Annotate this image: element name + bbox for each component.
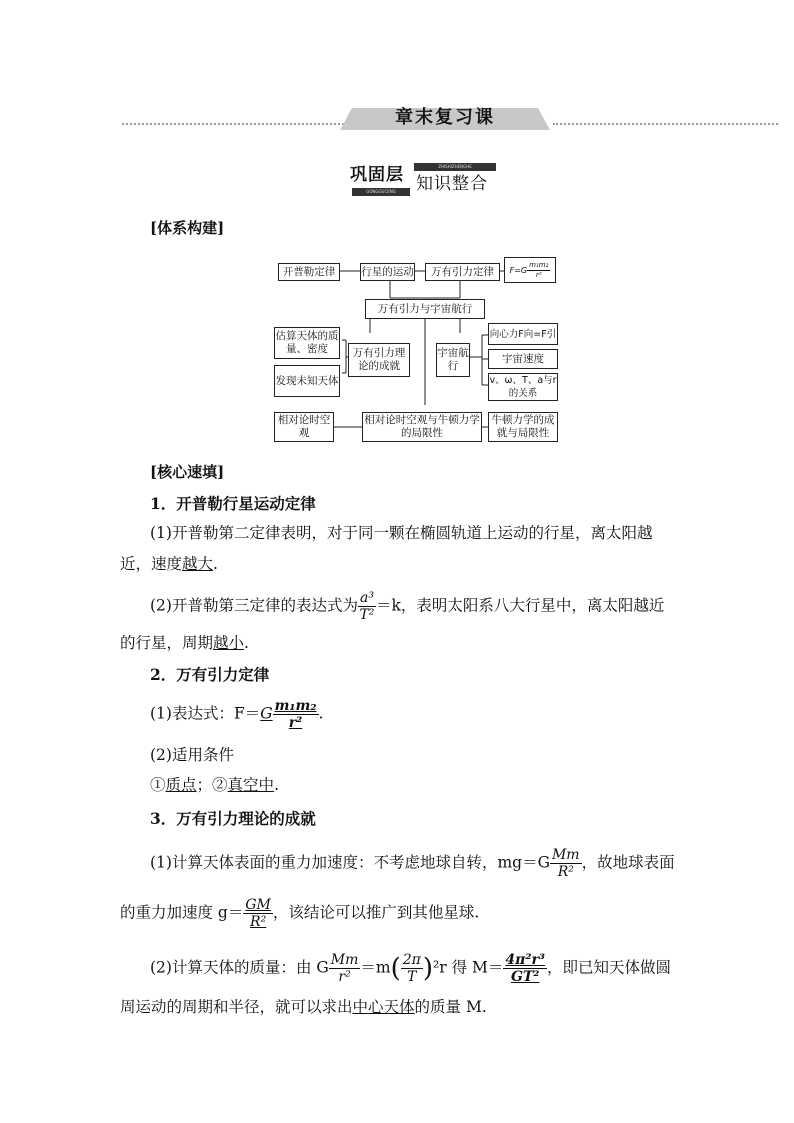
s3-p2b-post: 的质量 M. bbox=[414, 998, 487, 1016]
section-core-label: [核心速填] bbox=[150, 463, 225, 481]
badge-left-bar bbox=[352, 188, 410, 196]
s1-p1-line2 bbox=[120, 553, 218, 575]
s3-p1-line2 bbox=[120, 897, 479, 930]
badge-left bbox=[350, 162, 410, 198]
header-tab bbox=[340, 108, 550, 130]
s3-p2-mid: ²r 得 M＝ bbox=[433, 958, 504, 977]
s3-p2-pre: (2)计算天体的质量：由 G bbox=[150, 958, 329, 977]
s2-p3-pre: ① bbox=[150, 776, 166, 794]
node-centripetal: 向心力F向=F引 bbox=[488, 323, 558, 345]
s2-p3-mid: ；② bbox=[196, 776, 228, 794]
section-badge bbox=[350, 162, 500, 198]
surface-gravity-numerator: Mm bbox=[551, 847, 580, 863]
s3-p1b-pre: 的重力加速度 g＝ bbox=[120, 903, 244, 922]
s2-p3-answer-a: 质点 bbox=[165, 776, 197, 794]
mass-fraction-1 bbox=[329, 952, 361, 985]
formula-lhs: F=G bbox=[509, 265, 528, 275]
gravity-fraction bbox=[273, 698, 319, 731]
left-paren: ( bbox=[390, 953, 401, 984]
mass-numerator-2: 2π bbox=[402, 952, 421, 968]
page-title: 章末复习课 bbox=[395, 107, 495, 128]
s3-title: 3．万有引力理论的成就 bbox=[150, 809, 316, 828]
node-newton-limit: 牛顿力学的成就与局限性 bbox=[488, 412, 558, 442]
formula-numerator: m₁m₂ bbox=[529, 260, 549, 269]
s2-p1-G: G bbox=[260, 704, 273, 723]
s1-p1-answer: 越大 bbox=[182, 555, 214, 573]
header-dotted-line-left bbox=[122, 123, 344, 125]
s1-p2-eq: ＝k，表明太阳系八大行星中，离太阳越近 bbox=[375, 596, 665, 615]
kepler-fraction bbox=[358, 590, 376, 623]
badge-left-text: 巩固层 bbox=[350, 165, 404, 185]
node-estimate: 估算天体的质量、密度 bbox=[274, 327, 340, 359]
kepler-denominator: T² bbox=[359, 607, 375, 623]
s3-p2-line1 bbox=[150, 952, 671, 985]
node-relativity-limit: 相对论时空观与牛顿力学的局限性 bbox=[362, 412, 482, 442]
header-dotted-line-right bbox=[553, 123, 778, 125]
badge-left-pinyin: GONGGUCENG bbox=[366, 189, 396, 194]
s2-p1-pre: (1)表达式：F＝ bbox=[150, 704, 261, 723]
node-planet-motion: 行星的运动 bbox=[360, 263, 415, 281]
gravity-numerator: m₁m₂ bbox=[274, 698, 317, 714]
g-denominator: R² bbox=[250, 914, 267, 930]
mass-fraction-2 bbox=[401, 952, 423, 985]
mass-numerator-1: Mm bbox=[330, 952, 359, 968]
s3-p2-answer: 中心天体 bbox=[352, 998, 415, 1016]
badge-right-bar bbox=[414, 163, 496, 171]
node-space-travel: 宇宙航行 bbox=[436, 343, 470, 377]
s3-p1-post: ，故地球表面 bbox=[581, 853, 675, 872]
node-relativity: 相对论时空观 bbox=[274, 412, 334, 442]
node-achievement: 万有引力理论的成就 bbox=[348, 343, 410, 377]
s3-p2-line2 bbox=[120, 996, 487, 1018]
g-numerator: GM bbox=[245, 897, 271, 913]
surface-gravity-fraction bbox=[550, 847, 582, 880]
node-center: 万有引力与宇宙航行 bbox=[365, 299, 485, 319]
s2-p2: (2)适用条件 bbox=[150, 746, 234, 764]
mass-numerator-3: 4π²r³ bbox=[505, 952, 546, 968]
formula-fraction bbox=[527, 261, 550, 280]
s3-p2-post: ，即已知天体做圆 bbox=[547, 958, 672, 977]
s2-p3-answer-b: 真空中 bbox=[227, 776, 275, 794]
g-fraction bbox=[243, 897, 273, 930]
badge-right bbox=[414, 162, 496, 198]
badge-right-text: 知识整合 bbox=[416, 174, 488, 194]
concept-map bbox=[270, 255, 570, 450]
badge-right-pinyin: ZHISHIZHENGHE bbox=[438, 164, 472, 169]
s2-p3 bbox=[150, 774, 279, 796]
node-discover: 发现未知天体 bbox=[274, 365, 340, 397]
s3-p1-pre: (1)计算天体表面的重力加速度：不考虑地球自转，mg＝G bbox=[150, 853, 550, 872]
right-paren: ) bbox=[422, 953, 434, 984]
s3-p2-eq: ＝m bbox=[360, 958, 391, 977]
node-formula bbox=[504, 257, 556, 283]
mass-denominator-2: T bbox=[407, 969, 417, 985]
s1-p2-pre: (2)开普勒第三定律的表达式为 bbox=[150, 596, 358, 615]
s1-p1-line1: (1)开普勒第二定律表明，对于同一颗在椭圆轨道上运动的行星，离太阳越 bbox=[150, 524, 653, 542]
s2-p3-post: . bbox=[274, 776, 279, 794]
s3-p1-line1 bbox=[150, 847, 675, 880]
s1-p2-answer: 越小 bbox=[213, 634, 245, 652]
surface-gravity-denominator: R² bbox=[557, 864, 574, 880]
formula-denominator: r² bbox=[535, 270, 542, 279]
mass-denominator-3: GT² bbox=[510, 969, 540, 985]
node-relation: v、ω、T、a与r的关系 bbox=[489, 375, 557, 399]
s1-p1-post: . bbox=[213, 555, 218, 573]
node-kepler: 开普勒定律 bbox=[278, 263, 340, 281]
s1-p2-line2 bbox=[120, 632, 249, 654]
node-cosmic-speed: 宇宙速度 bbox=[488, 349, 558, 369]
s1-p2b-post: . bbox=[244, 634, 249, 652]
mass-fraction-3 bbox=[503, 952, 547, 985]
s2-title: 2．万有引力定律 bbox=[150, 665, 270, 684]
s2-p1 bbox=[150, 698, 323, 731]
s3-p1b-post: ，该结论可以推广到其他星球. bbox=[272, 903, 480, 922]
section-system-label: [体系构建] bbox=[150, 219, 225, 237]
s1-p2b-pre: 的行星，周期 bbox=[120, 634, 214, 652]
s1-p1-pre: 近，速度 bbox=[120, 555, 183, 573]
s1-p2-line1 bbox=[150, 590, 664, 623]
s1-title: 1．开普勒行星运动定律 bbox=[150, 494, 316, 513]
mass-denominator-1: r² bbox=[338, 969, 351, 985]
node-gravity-law: 万有引力定律 bbox=[425, 263, 500, 281]
s2-p1-post: . bbox=[318, 704, 324, 723]
kepler-numerator: a³ bbox=[359, 590, 374, 606]
gravity-denominator: r² bbox=[288, 715, 303, 731]
s3-p2b-pre: 周运动的周期和半径，就可以求出 bbox=[120, 998, 353, 1016]
